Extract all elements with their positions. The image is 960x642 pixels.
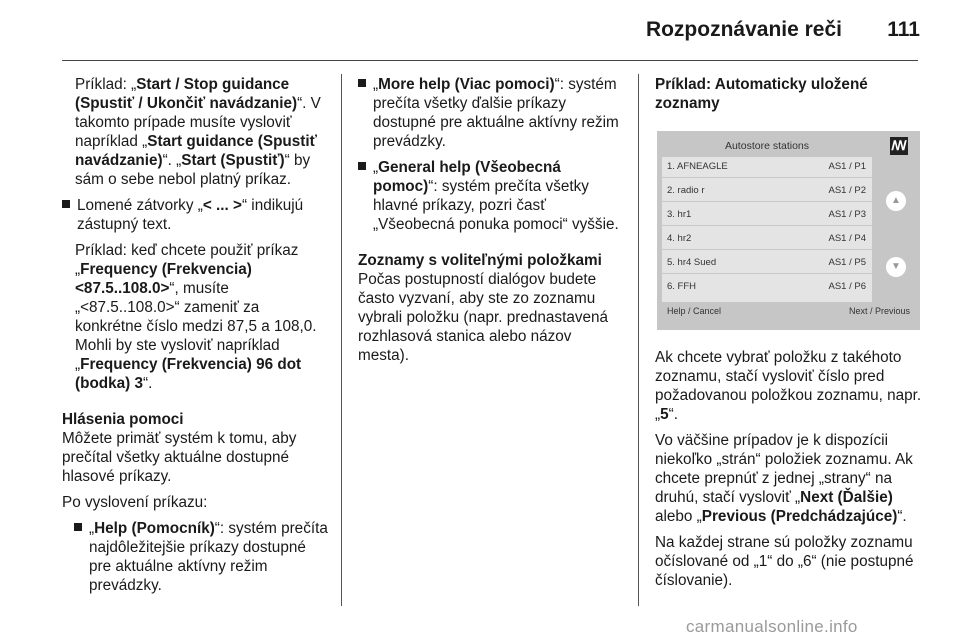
heading-example-autostore: Príklad: Automaticky uložené zoznamy xyxy=(655,76,868,112)
page-number: 111 xyxy=(887,18,920,41)
paragraph-numbering: Na každej strane sú položky zoznamu očíslované od „1“ do „6“ (nie postupné číslovanie). xyxy=(655,534,914,589)
paragraph-start-stop-example: Príklad: „Start / Stop guidance (Spustiť / Ukončiť navádzanie)“. V takomto prípade musíte vysloviť napríklad „Start guidance (Spustiť navádzanie)“. „Start (Spustiť)“ by sám o sebe nebol platný príkaz. xyxy=(75,76,321,188)
bullet-square-icon xyxy=(74,523,82,531)
column-divider-2 xyxy=(638,74,639,606)
scroll-controls xyxy=(876,157,916,302)
heading-help-messages: Hlásenia pomoci xyxy=(62,411,184,428)
station-row: 5. hr4 Sued AS1 / P5 xyxy=(662,253,872,274)
paragraph-select-item: Ak chcete vybrať položku z takéhoto zoznamu, stačí vysloviť číslo pred požadovanou položkou zoznamu, napr. „5“. xyxy=(655,349,922,423)
station-row: 3. hr1 AS1 / P3 xyxy=(662,205,872,226)
column-2 xyxy=(358,75,626,372)
scroll-down-icon: ▼ xyxy=(886,257,906,277)
scroll-up-icon: ▲ xyxy=(886,191,906,211)
station-row: 4. hr2 AS1 / P4 xyxy=(662,229,872,250)
bullet-more-help: „More help (Viac pomoci)“: systém prečíta všetky ďalšie príkazy dostupné pre aktuálne aktívny režim prevádzky. xyxy=(358,75,626,151)
column-3 xyxy=(655,75,925,113)
station-list xyxy=(662,157,872,302)
paragraph-help-intro: Môžete primäť systém k tomu, aby prečítal všetky aktuálne dostupné hlasové príkazy. xyxy=(62,430,297,485)
bullet-square-icon xyxy=(358,162,366,170)
bullet-help: „Help (Pomocník)“: systém prečíta najdôležitejšie príkazy dostupné pre aktuálne aktívny režim prevádzky. xyxy=(62,519,328,595)
voice-badge-icon: ꟿ xyxy=(891,138,907,153)
paragraph-selectable-lists: Počas postupností dialógov budete často vyzvaní, aby ste zo zoznamu vybrali položku (napr. prednastavená rozhlasová stanica alebo názov mesta). xyxy=(358,271,609,364)
paragraph-frequency-example: Príklad: keď chcete použiť príkaz „Frequency (Frekvencia) <87.5..108.0>“, musíte „<87.5..108.0>“ zameniť za konkrétne číslo medzi 87,5 a 108,0. Mohli by ste vysloviť napríklad „Frequency (Frekvencia) 96 dot (bodka) 3“. xyxy=(75,242,317,392)
paragraph-after-command: Po vyslovení príkazu: xyxy=(62,494,208,511)
column-3-body xyxy=(655,348,925,597)
column-divider-1 xyxy=(341,74,342,606)
bullet-square-icon xyxy=(358,79,366,87)
page-header-title: Rozpoznávanie reči xyxy=(645,18,842,41)
paragraph-pages: Vo väčšine prípadov je k dispozícii niekoľko „strán“ položiek zoznamu. Ak chcete prepnúť z jednej „strany“ na druhú, stačí vysloviť „Next (Ďalšie) alebo „Previous (Predchádzajúce)“. xyxy=(655,432,913,525)
bullet-angle-brackets: Lomené zátvorky „< ... >“ indikujú zástupný text. xyxy=(62,196,328,234)
header-rule xyxy=(62,60,918,61)
station-row: 1. AFNEAGLE AS1 / P1 xyxy=(662,157,872,178)
autostore-screen-image xyxy=(657,131,920,330)
watermark: carmanualsonline.info xyxy=(686,617,858,636)
bullet-general-help: „General help (Všeobecná pomoc)“: systém prečíta všetky hlavné príkazy, pozri časť „Všeobecná ponuka pomoci“ vyššie. xyxy=(358,158,626,234)
station-row: 2. radio r AS1 / P2 xyxy=(662,181,872,202)
screen-title: Autostore stations xyxy=(724,140,810,152)
heading-selectable-lists: Zoznamy s voliteľnými položkami xyxy=(358,252,602,269)
station-row: 6. FFH AS1 / P6 xyxy=(667,281,866,292)
bullet-square-icon xyxy=(62,200,70,208)
column-1 xyxy=(62,75,328,602)
screen-footer: Help / Cancel Next / Previous xyxy=(667,306,910,316)
